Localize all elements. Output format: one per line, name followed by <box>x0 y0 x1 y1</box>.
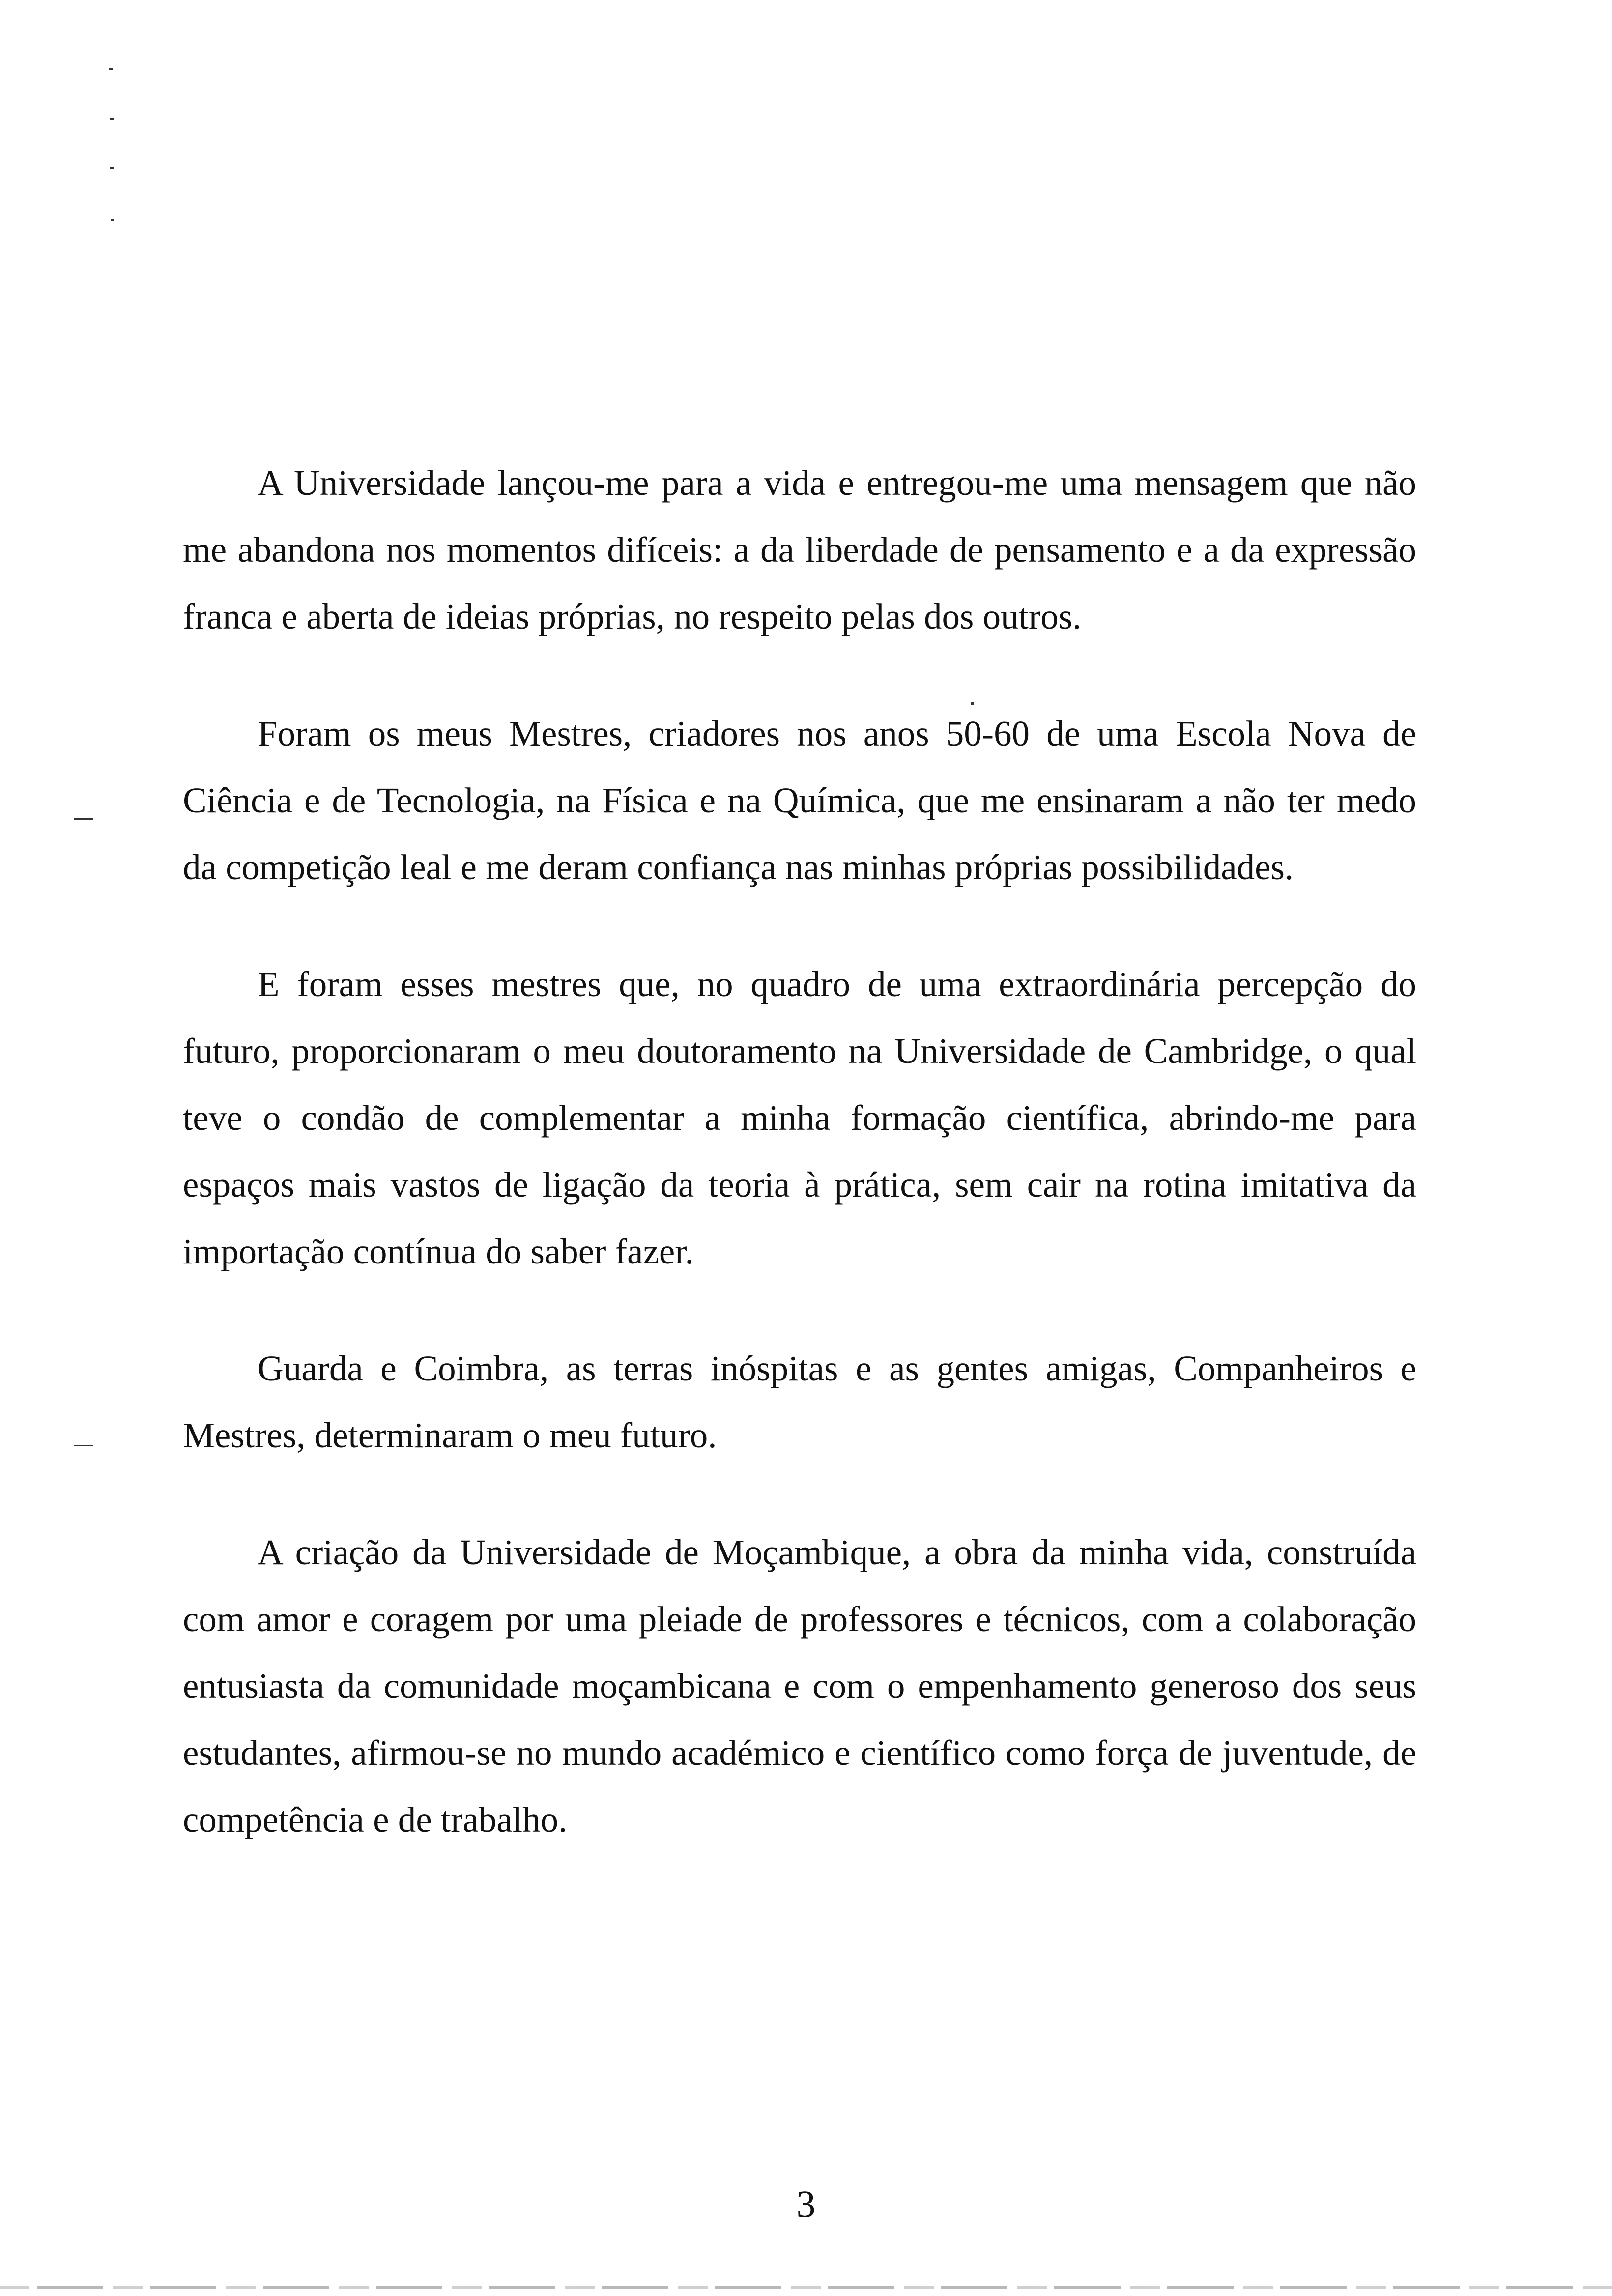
paragraph: A criação da Universidade de Moçambique, a obra da minha vida, construída com amor e coragem por uma pleiade de professores e técnicos, com a colaboração entusiasta da comunidade moçambicana e com o empenhamento generoso dos seus estudantes, afirmou-se no mundo académico e científico como força de juventude, de competência e de trabalho. <box>183 1532 1416 1839</box>
scan-mark <box>110 167 114 169</box>
paragraph: E foram esses mestres que, no quadro de uma extraordinária percepção do futuro, proporcionaram o meu doutoramento na Universidade de Cambridge, o qual teve o condão de complementar a minha formação científica, abrindo-me para espaços mais vastos de ligação da teoria à prática, sem cair na rotina imitativa da importação contínua do saber fazer. <box>183 964 1416 1271</box>
scan-mark <box>109 68 113 70</box>
paragraph: A Universidade lançou-me para a vida e entregou-me uma mensagem que não me abandona nos momentos difíceis: a da liberdade de pensamento e a da expressão franca e aberta de ideias próprias, no respeito pelas dos outros. <box>183 463 1416 636</box>
scan-mark <box>74 818 93 820</box>
page-number: 3 <box>796 2182 816 2225</box>
document-body <box>183 450 1416 1903</box>
paragraph: Foram os meus Mestres, criadores nos anos 50-60 de uma Escola Nova de Ciência e de Tecnologia, na Física e na Química, que me ensinaram a não ter medo da competição leal e me deram confiança nas minhas próprias possibilidades. <box>183 714 1416 887</box>
scan-mark <box>74 1445 93 1446</box>
paragraph: Guarda e Coimbra, as terras inóspitas e as gentes amigas, Companheiros e Mestres, determinaram o meu futuro. <box>183 1349 1416 1455</box>
scan-mark <box>111 219 114 221</box>
scan-edge-artifact <box>0 2286 1612 2289</box>
scan-mark <box>110 118 114 120</box>
